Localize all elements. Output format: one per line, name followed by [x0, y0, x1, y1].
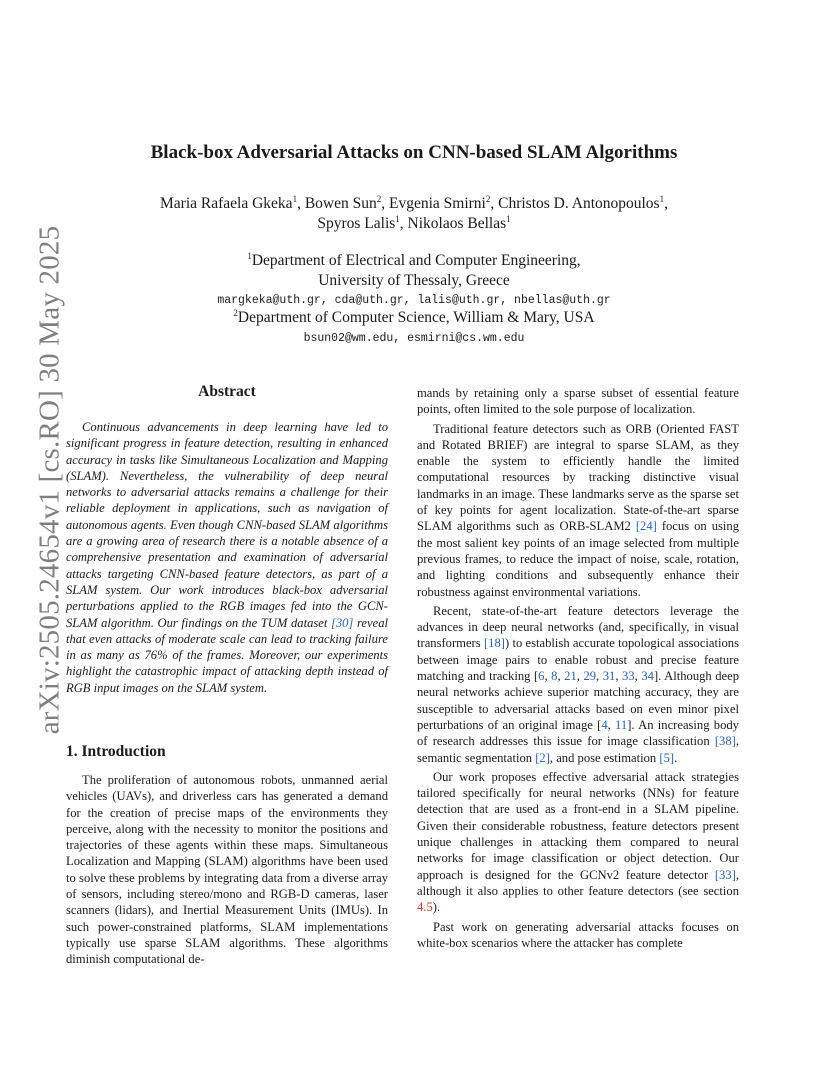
paragraph-continuation: mands by retaining only a sparse subset of essential feature points, often limited to the sole purpose of localization. [417, 386, 739, 417]
author-name: Bowen Sun [304, 195, 377, 212]
paragraph-past-work: Past work on generating adversarial attacks focuses on white-box scenarios where the attacker has complete [417, 919, 739, 950]
citation-link[interactable]: 33 [622, 669, 635, 684]
paragraph-feature-detectors [417, 421, 739, 600]
section-link[interactable]: 4.5 [417, 900, 433, 915]
para-text: ]. Although deep neural networks achieve superior matching accuracy, they are susceptible to adversarial attacks based on even minor pixel perturbations of an original image [ [417, 669, 740, 732]
abstract-text: Continuous advancements in deep learning have led to significant progress in feature detection, resulting in enhanced accuracy in tasks like Simultaneous Localization and Mapping (SLAM). Nevertheless, the vulnerability of deep neural networks to adversarial attacks remains a challenge for their reliable deployment in applications, such as navigation of autonomous agents. Even though CNN-based SLAM algorithms are a growing area of research there is a notable absence of a comprehensive presentation and examination of adversarial attacks targeting CNN-based feature detectors, as part of a SLAM system. Our work introduces black-box adversarial perturbations applied to the RGB images fed into the GCN-SLAM algorithm. Our findings on the TUM dataset [66, 420, 388, 630]
section-heading-introduction: 1. Introduction [66, 743, 166, 760]
affiliation-2-emails: bsun02@wm.edu, esmirni@cs.wm.edu [303, 332, 525, 345]
citation-link[interactable]: 34 [641, 669, 654, 684]
para-text: ]. An increasing body of research addresses this issue for image classification [417, 717, 739, 749]
para-text: , and pose estimation [549, 750, 660, 765]
author-affil-mark: 1 [506, 213, 511, 224]
right-column [417, 385, 739, 951]
authors-line-1: Maria Rafaela Gkeka$^1$, Bowen Sun$^2$, Evgenia Smirni$^2$, Christos D. Antonopoulos$^1$, [160, 193, 668, 212]
citation-link[interactable]: [18] [483, 636, 505, 651]
affiliation-2 [0, 309, 828, 327]
abstract-body [66, 419, 388, 696]
author-name: Nikolaos Bellas [407, 215, 507, 232]
citation-link[interactable]: 4 [601, 717, 608, 732]
abstract-text: reveal that even attacks of moderate scale can lead to tracking failure in as many as 76% of the frames. Moreover, our experiments highlight the catastrophic impact of attacking depth instead of RGB input images on the SLAM system. [66, 615, 388, 695]
para-text: Traditional feature detectors such as ORB (Oriented FAST and Rotated BRIEF) are integral to sparse SLAM, as they enable the system to efficiently handle the limited computational resources by tracking distinctive visual landmarks in an image. These landmarks serve as the sparse set of key points for agent localization. State-of-the-art sparse SLAM algorithms such as ORB-SLAM2 [417, 421, 739, 534]
paragraph-recent-detectors: Recent, state-of-the-art feature detectors leverage the advances in deep neural networks (and, specifically, in visual transformers [18]) to establish accurate topological associations between image pairs to enable robust and precise feature matching and tracking [6, 8, 21, 29, 31, 33, 34]. Although deep neural networks achieve superior matching accuracy, they are susceptible to adversarial attacks based on even minor pixel perturbations of an original image [4, 11]. An increasing body of research addresses this issue for image classification [38], semantic segmentation [2], and pose estimation [5]. [417, 603, 740, 765]
paragraph-our-work [417, 769, 739, 916]
para-text: . [674, 750, 678, 765]
arxiv-identifier: arXiv:2505.24654v1 [cs.RO] 30 May 2025 [33, 225, 66, 735]
para-text: ). [432, 900, 441, 915]
para-text: focus on using the most salient key points of an image selected from multiple previous frames, to reduce the impact of noise, scale, rotation, and lighting conditions and subsequently enhance their robustness against environmental variations. [417, 519, 739, 599]
author-affil-mark: 1 [659, 193, 665, 204]
authors-line-2: Spyros Lalis$^1$, Nikolaos Bellas$^1$ [317, 213, 511, 232]
para-text: , semantic segmentation [417, 734, 739, 765]
author-name: Evgenia Smirni [388, 195, 486, 212]
author-affil-mark: 1 [292, 193, 298, 204]
affil-mark: 2 [233, 307, 238, 318]
affil-mark: 1 [247, 250, 252, 261]
citation-link[interactable]: [2] [535, 750, 550, 765]
citation-link[interactable]: 6 [538, 669, 545, 684]
citation-link[interactable]: [24] [635, 519, 657, 534]
citation-link[interactable]: [30] [330, 615, 354, 630]
affiliation-1-line-1 [0, 252, 828, 270]
citation-link[interactable]: [5] [659, 750, 675, 765]
citation-link[interactable]: 8 [551, 669, 558, 684]
affil-text: Department of Computer Science, William & Mary, USA [237, 309, 595, 326]
citation-link[interactable]: 21 [564, 669, 577, 684]
citation-link[interactable]: [38] [714, 734, 736, 749]
citation-link[interactable]: 11 [615, 717, 628, 732]
affiliation-1-emails: margkeka@uth.gr, cda@uth.gr, lalis@uth.gr, nbellas@uth.gr [217, 294, 611, 307]
author-name: Maria Rafaela Gkeka [160, 195, 293, 212]
para-text: Recent, state-of-the-art feature detectors leverage the advances in deep neural networks (and, specifically, in visual transformers [417, 603, 739, 651]
author-name: Christos D. Antonopoulos [498, 195, 660, 212]
author-name: Spyros Lalis [317, 215, 396, 232]
affil-text: Department of Electrical and Computer Engineering, [251, 252, 581, 269]
para-text: Our work proposes effective adversarial attack strategies tailored specifically for neural networks (NNs) for feature detection that are used as a front-end in a SLAM pipeline. Given their considerable robustness, feature detectors present unique challenges in attacking them compared to neural networks for image classification or object detection. Our approach is designed for the GCNv2 feature detector [417, 769, 739, 882]
citation-link[interactable]: 31 [602, 669, 616, 684]
author-affil-mark: 2 [485, 193, 491, 204]
citation-link[interactable]: 29 [583, 669, 597, 684]
author-affil-mark: 1 [395, 213, 400, 224]
paper-title: Black-box Adversarial Attacks on CNN-based SLAM Algorithms [150, 142, 678, 163]
abstract-heading: Abstract [198, 383, 256, 400]
para-text: , although it also applies to other feature detectors (see section [417, 867, 739, 898]
citation-link[interactable]: [33] [714, 867, 736, 882]
para-text: ) to establish accurate topological associations between image pairs to enable robust and precise feature matching and tracking [ [417, 636, 739, 684]
author-affil-mark: 2 [376, 193, 382, 204]
affiliation-1-line-2: University of Thessaly, Greece [318, 272, 510, 289]
introduction-paragraph: The proliferation of autonomous robots, unmanned aerial vehicles (UAVs), and driverless cars has generated a demand for the creation of precise maps of the environments they perceive, along with the necessity to monitor the positions and trajectories of these agents within these maps. Simultaneous Localization and Mapping (SLAM) algorithms have been used to solve these problems by integrating data from a diverse array of sensors, including stereo/mono and RGB-D cameras, laser scanners (lidars), and Inertial Measurement Units (IMUs). In such power-constrained platforms, SLAM implementations typically use sparse SLAM algorithms. These algorithms diminish computational de- [66, 773, 388, 967]
